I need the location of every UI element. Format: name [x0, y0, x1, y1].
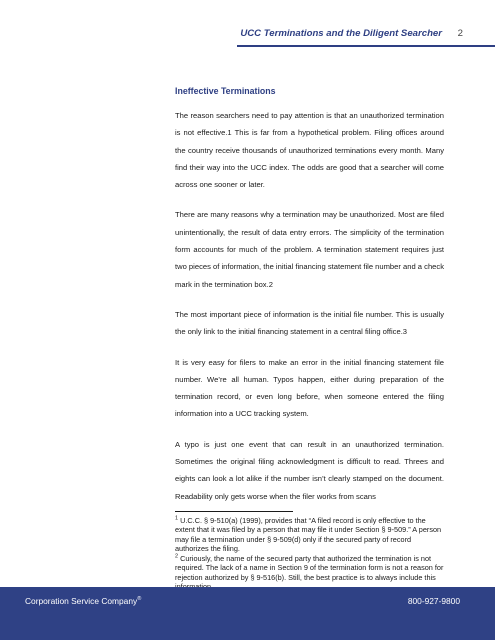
document-title: UCC Terminations and the Diligent Searcher — [240, 28, 442, 39]
header-divider — [237, 45, 495, 47]
footnote-divider — [175, 511, 293, 512]
trademark-mark: ® — [137, 596, 142, 603]
company-label: Corporation Service Company — [25, 596, 138, 606]
page-header — [0, 0, 495, 48]
footnote-text: Curiously, the name of the secured party that authorized the termination is not required. The lack of a name in Section 9 of the termination form is not a reason for rejection authorized by § 9-516(b). Still, the best practice is to always include this — [175, 553, 444, 582]
body-paragraph: The most important piece of information is the initial file number. This is usually the only link to the initial financing statement in a central filing office.3 — [175, 309, 444, 337]
body-paragraph: It is very easy for filers to make an error in the initial financing statement file number. We’re all human. Typos happen, either during preparation of the termination record, or even long before, when someone entered the filing information into a UCC tracking system. — [175, 357, 444, 419]
phone-number: 800-927-9800 — [407, 596, 460, 606]
footnote-mark: 2 — [175, 553, 179, 560]
footnote-mark: 1 — [175, 515, 179, 522]
body-paragraph: There are many reasons why a termination may be unauthorized. Most are filed unintentionally, the result of data entry errors. The simplicity of the termination form accounts for much of the problem. A termination statement requires just two pieces of information, the initial financing statement file number and a check mark in the termination box.2 — [175, 210, 444, 289]
body-paragraph: A typo is just one event that can result in an unauthorized termination. Sometimes the original filing acknowledgment is difficult to read. Threes and eights can look a lot alike if the number isn’t clearly stamped on the document. Readability only gets worse when the filer works from scans — [175, 439, 444, 501]
section-heading: Ineffective Terminations — [175, 86, 276, 96]
company-name — [25, 596, 141, 606]
footnote-text: U.C.C. § 9-510(a) (1999), provides that “A filed record is only effective to the extent that it was filed by a person that may file it under Section § 9-509.” A person may file a termination under § 9-509(d) only if the secured party of record authorizes the filing. — [175, 515, 442, 554]
page-footer — [0, 587, 495, 640]
main-content — [175, 86, 444, 620]
page-number: 2 — [457, 28, 463, 39]
footnote — [175, 516, 444, 554]
body-paragraph: The reason searchers need to pay attention is that an unauthorized termination is not effective.1 This is far from a hypothetical problem. Filing offices around the country receive thousands of unauthorized terminations every month. Many find their way into the UCC index. The odds are good that a searcher will come across one sooner or later. — [175, 111, 444, 190]
